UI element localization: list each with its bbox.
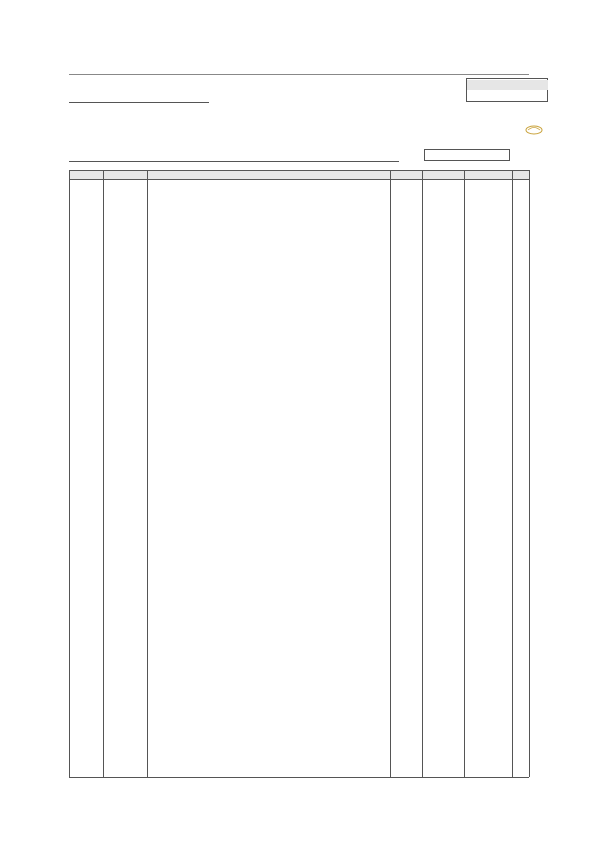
- logo-icon: [524, 120, 544, 130]
- registration-box: [424, 149, 510, 161]
- meta-box: [466, 78, 548, 102]
